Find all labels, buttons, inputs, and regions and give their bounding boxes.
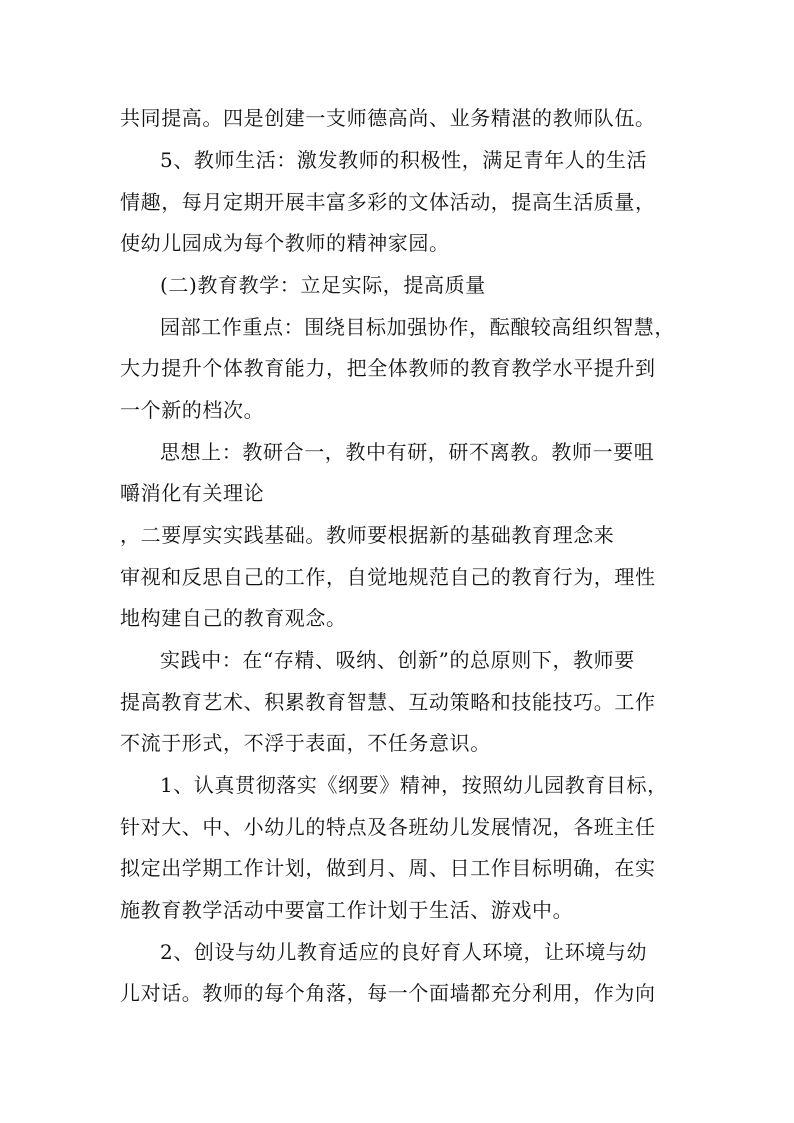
section-heading: (二)教育教学：立足实际，提高质量 [160, 273, 486, 297]
text-line: 施教育教学活动中要富工作计划于生活、游戏中。 [120, 898, 574, 922]
text-line: 1、认真贯彻落实《纲要》精神，按照幼儿园教育目标， [160, 773, 668, 797]
text-line: ，二要厚实实践基础。教师要根据新的基础教育理念来 [120, 523, 615, 547]
text-line: 情趣，每月定期开展丰富多彩的文体活动，提高生活质量， [120, 190, 656, 214]
text-line: 使幼儿园成为每个教师的精神家园。 [120, 231, 450, 255]
text-line: 5、教师生活：激发教师的积极性，满足青年人的生活 [160, 148, 648, 172]
text-line: 不流于形式，不浮于表面，不任务意识。 [120, 731, 491, 755]
text-line: 园部工作重点：围绕目标加强协作，酝酿较高组织智慧， [160, 315, 675, 339]
text-line: 一个新的档次。 [120, 398, 265, 422]
text-line: 大力提升个体教育能力，把全体教师的教育教学水平提升到 [120, 356, 656, 380]
text-line: 2、创设与幼儿教育适应的良好育人环境，让环境与幼 [160, 940, 648, 964]
text-line: 思想上：教研合一，教中有研，研不离教。教师一要咀 [160, 440, 655, 464]
text-line: 提高教育艺术、积累教育智慧、互动策略和技能技巧。工作 [120, 690, 656, 714]
text-line: 拟定出学期工作计划，做到月、周、日工作目标明确，在实 [120, 856, 656, 880]
text-line: 嚼消化有关理论 [120, 481, 265, 505]
text-line: 审视和反思自己的工作，自觉地规范自己的教育行为，理性 [120, 565, 656, 589]
text-line: 地构建自己的教育观念。 [120, 606, 347, 630]
text-line: 共同提高。四是创建一支师德高尚、业务精湛的教师队伍。 [120, 106, 656, 130]
text-line: 实践中：在“存精、吸纳、创新”的总原则下，教师要 [160, 648, 635, 672]
text-line: 儿对话。教师的每个角落，每一个面墙都充分利用，作为向 [120, 981, 656, 1005]
text-line: 针对大、中、小幼儿的特点及各班幼儿发展情况，各班主任 [120, 815, 656, 839]
